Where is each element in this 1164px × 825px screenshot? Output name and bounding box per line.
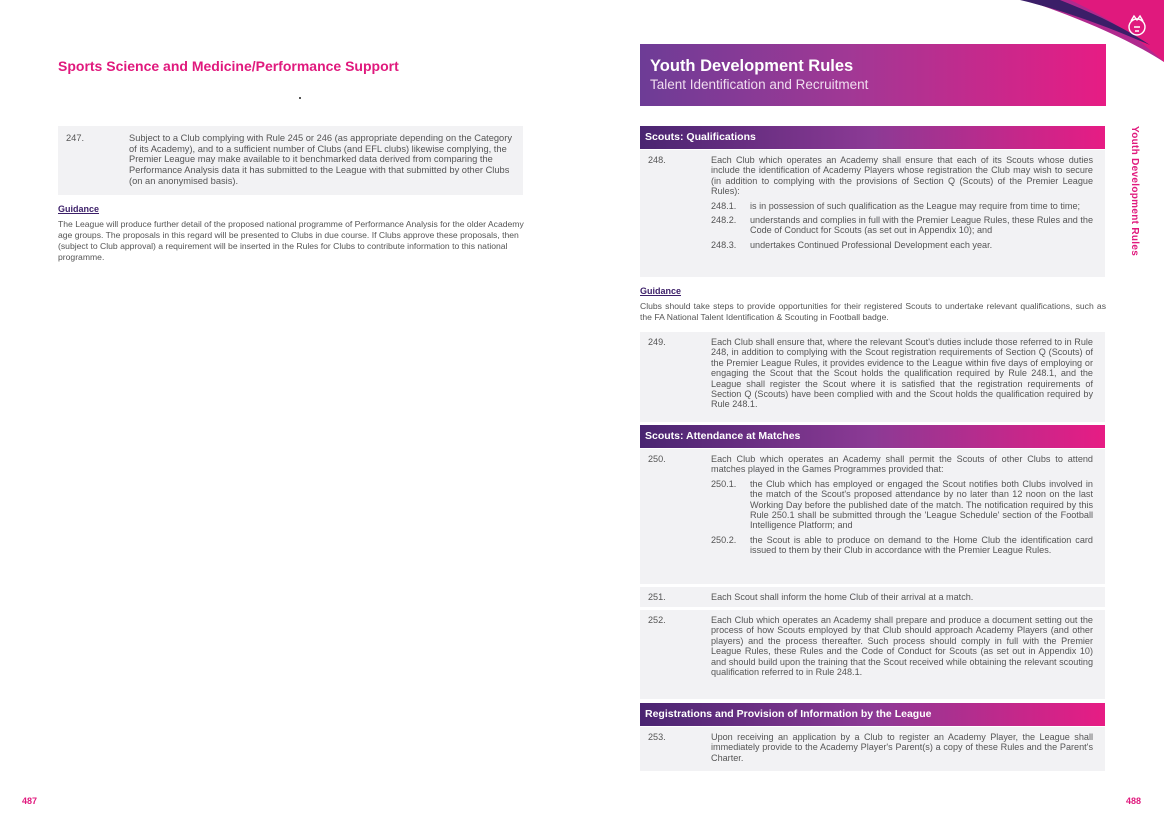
subrule-text: is in possession of such qualification as the League may require from time to time;: [750, 200, 1081, 211]
vertical-chapter-label: Youth Development Rules: [1129, 126, 1140, 257]
subrule-text: the Scout is able to produce on demand to the Home Club the identification card issued to them by their Club in accordance with the Premier League Rules.: [750, 534, 1093, 556]
rule-number: 248.: [648, 155, 666, 165]
stray-dot: [299, 97, 301, 99]
rule-number: 247.: [66, 133, 85, 143]
rule-247-box: [58, 126, 523, 195]
rule-text: Each Club which operates an Academy shall ensure that each of its Scouts whose duties include the identification of Academy Players whose registration the Club may wish to secure (in addition to complying with the provisions of Section Q (Scouts) of the Premier League Rules):: [711, 155, 1093, 197]
chapter-subtitle: Talent Identification and Recruitment: [650, 77, 869, 92]
guidance-text: The League will produce further detail of the proposed national programme of Performance Analysis for the older Academy age groups. The proposals in this regard will be presented to Clubs in due course. If Clubs approve these proposals, then (subject to Club approval) a requirement will be inserted in the Rules for Clubs to contribute information to this national programme.: [58, 219, 524, 262]
rule-text: Each Scout shall inform the home Club of their arrival at a match.: [711, 592, 974, 602]
subrule-number: 250.1.: [711, 478, 737, 489]
rule-number: 251.: [648, 592, 666, 602]
left-section-title: Sports Science and Medicine/Performance Support: [58, 58, 399, 74]
rule-text: Each Club shall ensure that, where the relevant Scout's duties include those referred to in Rule 248, in addition to complying with the Scout registration requirements of Section Q (Scouts) of the Premier League Rules, it provides evidence to the League within five days of employing or engaging the Scout that the Scout holds the qualification required by Rule 248.1, and the League shall register the Scout where it is satisfied that the registration requirements of Section Q (Scouts) have been complied with and the Scout holds the qualification required by Rule 248.1.: [711, 337, 1093, 410]
subrule-number: 248.2.: [711, 215, 737, 226]
subrule-text: understands and complies in full with the Premier League Rules, these Rules and the Code of Conduct for Scouts (as set out in Appendix 10); and: [750, 215, 1093, 236]
chapter-title: Youth Development Rules: [650, 57, 854, 75]
subrule-text: undertakes Continued Professional Development each year.: [750, 239, 993, 250]
rule-251-box: [640, 587, 1105, 607]
subrule-number: 248.3.: [711, 239, 737, 250]
rule-text: Upon receiving an application by a Club to register an Academy Player, the League shall immediately provide to the Academy Player's Parent(s) a copy of these Rules and the Parent's Charter.: [711, 732, 1093, 763]
page-number-right: 488: [1126, 796, 1142, 806]
rule-number: 250.: [648, 454, 666, 464]
section-heading-qualifications: Scouts: Qualifications: [640, 126, 1105, 149]
subrule-text: the Club which has employed or engaged the Scout notifies both Clubs involved in the match of the Scout's proposed attendance by no later than 12 noon on the last Working Day before the published date of the match. The notification required by this Rule 250.1 shall be submitted through the 'League Schedule' section of the Football Intelligence Platform; and: [750, 478, 1093, 531]
rule-252-box: [640, 610, 1105, 699]
subrule-number: 248.1.: [711, 200, 737, 211]
rule-text: Each Club which operates an Academy shall permit the Scouts of other Clubs to attend matches played in the Games Programmes provided that:: [711, 454, 1093, 475]
guidance-heading: Guidance: [640, 286, 682, 296]
rule-248-box: [640, 150, 1105, 277]
rule-number: 252.: [648, 615, 666, 625]
rule-number: 249.: [648, 337, 666, 347]
rule-250-box: [640, 449, 1105, 584]
section-heading-registrations: Registrations and Provision of Information by the League: [640, 703, 1105, 726]
section-heading-attendance: Scouts: Attendance at Matches: [640, 425, 1105, 448]
rule-249-box: [640, 332, 1105, 422]
rule-text: Each Club which operates an Academy shall prepare and produce a document setting out the process of how Scouts employed by that Club should approach Academy Players (and other players) and the process thereafter. Such process should comply in full with the Premier League Rules, these Rules and the Code of Conduct for Scouts (as set out in Appendix 10) and should build upon the training that the Scout received while obtaining the relevant scouting qualification referred to in Rule 248.1.: [711, 615, 1093, 678]
chapter-header: [640, 44, 1106, 106]
rule-253-box: [640, 727, 1105, 771]
page-number-left: 487: [22, 796, 38, 806]
guidance-text: Clubs should take steps to provide opportunities for their registered Scouts to undertake relevant qualifications, such as the FA National Talent Identification & Scouting in Football badge.: [640, 301, 1106, 322]
subrule-number: 250.2.: [711, 534, 737, 545]
rule-text: Subject to a Club complying with Rule 245 or 246 (as appropriate depending on the Category of its Academy), and to a sufficient number of Clubs (and EFL clubs) likewise complying, the Premier League may make available to it benchmarked data derived from comparing the Performance Analysis data it has submitted to the League with that submitted by other Clubs (on an anonymised basis).: [129, 133, 512, 186]
rule-number: 253.: [648, 732, 666, 742]
guidance-heading: Guidance: [58, 204, 100, 214]
